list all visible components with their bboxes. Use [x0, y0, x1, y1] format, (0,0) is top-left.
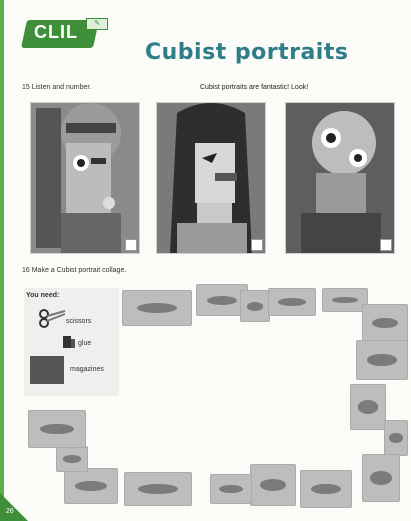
clipping-eye: [240, 290, 270, 322]
you-need-item-magazines: magazines: [70, 366, 104, 373]
clipping-eye: [28, 410, 86, 448]
clipping-eye: [122, 290, 192, 326]
you-need-item-scissors: scissors: [66, 318, 92, 325]
clipping-lips: [124, 472, 192, 506]
portrait-2: [156, 102, 266, 254]
clil-label: CLIL: [34, 22, 78, 42]
clipping-ear: [350, 384, 386, 430]
clipping-nose: [384, 420, 408, 456]
portrait-3-artwork: [286, 103, 394, 253]
portrait-1-number-box[interactable]: [125, 239, 137, 251]
glue-stick-icon: [71, 339, 75, 348]
portrait-3-number-box[interactable]: [380, 239, 392, 251]
portrait-1-artwork: [31, 103, 139, 253]
clipping-lips: [300, 470, 352, 508]
exercise-15-instruction: 15 Listen and number.: [22, 84, 92, 91]
magazines-icon: [30, 356, 64, 384]
clipping-eye: [356, 340, 408, 380]
page-corner: [0, 493, 28, 521]
you-need-label: You need:: [26, 292, 60, 299]
clipping-hair: [362, 454, 400, 502]
clipping-eye: [250, 464, 296, 506]
portrait-3: [285, 102, 395, 254]
speech-text: Cubist portraits are fantastic! Look!: [200, 84, 309, 91]
portrait-2-artwork: [157, 103, 265, 253]
clipping-nose: [210, 474, 252, 504]
clipping-nose: [56, 446, 88, 472]
glue-icon: [63, 336, 71, 348]
page-title: Cubist portraits: [145, 40, 349, 65]
portrait-1: [30, 102, 140, 254]
exercise-16-instruction: 16 Make a Cubist portrait collage.: [22, 267, 127, 274]
page-number: 26: [6, 508, 14, 515]
scissors-icon: [38, 308, 66, 328]
clipping-lips: [362, 304, 408, 342]
page-border: [0, 0, 4, 521]
clipping-eye: [268, 288, 316, 316]
clil-pencil-icon: ✎: [86, 18, 108, 30]
you-need-item-glue: glue: [78, 340, 92, 347]
clipping-lips: [64, 468, 118, 504]
portrait-2-number-box[interactable]: [251, 239, 263, 251]
